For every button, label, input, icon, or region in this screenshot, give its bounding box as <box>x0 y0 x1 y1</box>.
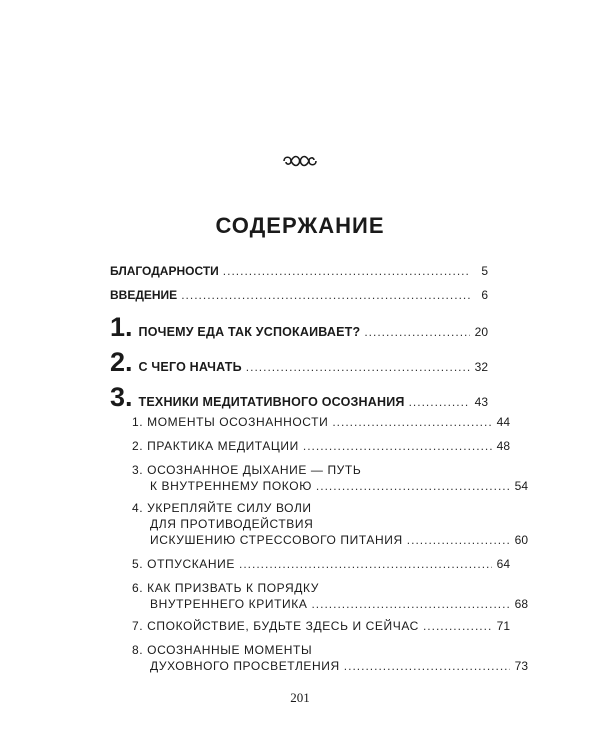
toc-page-number: 71 <box>496 619 510 633</box>
toc-entry-title: ПОЧЕМУ ЕДА ТАК УСПОКАИВАЕТ? <box>138 325 361 339</box>
toc-leader-dots <box>423 618 492 634</box>
toc-leader-dots <box>181 287 470 303</box>
chapter-number: 1. <box>110 312 133 342</box>
toc-leader-dots <box>407 532 510 548</box>
toc-page-number: 73 <box>514 659 528 673</box>
toc-entry-title: 3. ОСОЗНАННОЕ ДЫХАНИЕ — ПУТЬ <box>132 463 362 477</box>
toc-leader-dots <box>409 394 470 410</box>
toc-entry-title: ТЕХНИКИ МЕДИТАТИВНОГО ОСОЗНАНИЯ <box>138 395 405 409</box>
toc-entry-introduction[interactable] <box>110 287 488 303</box>
toc-entry-title: 6. КАК ПРИЗВАТЬ К ПОРЯДКУ <box>132 581 319 595</box>
toc-page-number: 48 <box>496 439 510 453</box>
toc-entry-title-continued: ВНУТРЕННЕГО КРИТИКА <box>150 597 308 611</box>
toc-entry-title: ВВЕДЕНИЕ <box>110 288 178 302</box>
toc-page-number: 6 <box>481 288 488 302</box>
toc-entry-title: 7. СПОКОЙСТВИЕ, БУДЬТЕ ЗДЕСЬ И СЕЙЧАС <box>132 619 419 633</box>
toc-page-number: 68 <box>514 597 528 611</box>
toc-entry-title: БЛАГОДАРНОСТИ <box>110 264 219 278</box>
toc-leader-dots <box>316 478 510 494</box>
toc-entry-title: 5. ОТПУСКАНИЕ <box>132 557 236 571</box>
toc-page-number: 43 <box>474 395 488 409</box>
toc-entry-title: 1. МОМЕНТЫ ОСОЗНАННОСТИ <box>132 415 329 429</box>
toc-section-5[interactable] <box>110 556 510 572</box>
toc-entry-title-continued: ИСКУШЕНИЮ СТРЕССОВОГО ПИТАНИЯ <box>150 533 403 547</box>
toc-entry-title: 2. ПРАКТИКА МЕДИТАЦИИ <box>132 439 299 453</box>
toc-leader-dots <box>344 658 510 674</box>
toc-section-8[interactable] <box>110 642 528 674</box>
toc-page-number: 54 <box>514 479 528 493</box>
toc-entry-title-continued: К ВНУТРЕННЕМУ ПОКОЮ <box>150 479 312 493</box>
toc-entry-title: 8. ОСОЗНАННЫЕ МОМЕНТЫ <box>132 643 313 657</box>
toc-entry-title: С ЧЕГО НАЧАТЬ <box>138 360 242 374</box>
toc-page-number: 32 <box>474 360 488 374</box>
page-title: СОДЕРЖАНИЕ <box>215 213 385 238</box>
toc-leader-dots <box>364 324 470 340</box>
toc-section-1[interactable] <box>110 414 510 430</box>
toc-section-2[interactable] <box>110 438 510 454</box>
toc-entry-acknowledgements[interactable] <box>110 263 488 279</box>
page-number: 201 <box>290 690 310 705</box>
toc-page-number: 20 <box>474 325 488 339</box>
toc-leader-dots <box>246 359 470 375</box>
toc-page-number: 44 <box>496 415 510 429</box>
toc-section-7[interactable] <box>110 618 510 634</box>
toc-page-number: 64 <box>496 557 510 571</box>
toc-entry-title: 4. УКРЕПЛЯЙТЕ СИЛУ ВОЛИ <box>132 501 312 515</box>
chapter-number: 3. <box>110 382 133 412</box>
toc-section-3[interactable] <box>110 462 528 494</box>
decorative-flourish-icon <box>280 152 320 170</box>
toc-entry-title-continued: ДУХОВНОГО ПРОСВЕТЛЕНИЯ <box>150 659 340 673</box>
toc-page-number: 5 <box>481 264 488 278</box>
toc-leader-dots <box>332 414 492 430</box>
toc-leader-dots <box>303 438 492 454</box>
toc-chapter-1[interactable] <box>110 312 488 342</box>
toc-leader-dots <box>239 556 492 572</box>
toc-leader-dots <box>311 596 510 612</box>
toc-leader-dots <box>223 263 470 279</box>
toc-section-4[interactable] <box>110 500 528 548</box>
chapter-number: 2. <box>110 347 133 377</box>
toc-entry-title-continued: ДЛЯ ПРОТИВОДЕЙСТВИЯ <box>150 517 314 531</box>
toc-chapter-3[interactable] <box>110 382 488 412</box>
toc-chapter-2[interactable] <box>110 347 488 377</box>
ornament <box>0 152 600 170</box>
toc-section-6[interactable] <box>110 580 528 612</box>
toc-page-number: 60 <box>514 533 528 547</box>
